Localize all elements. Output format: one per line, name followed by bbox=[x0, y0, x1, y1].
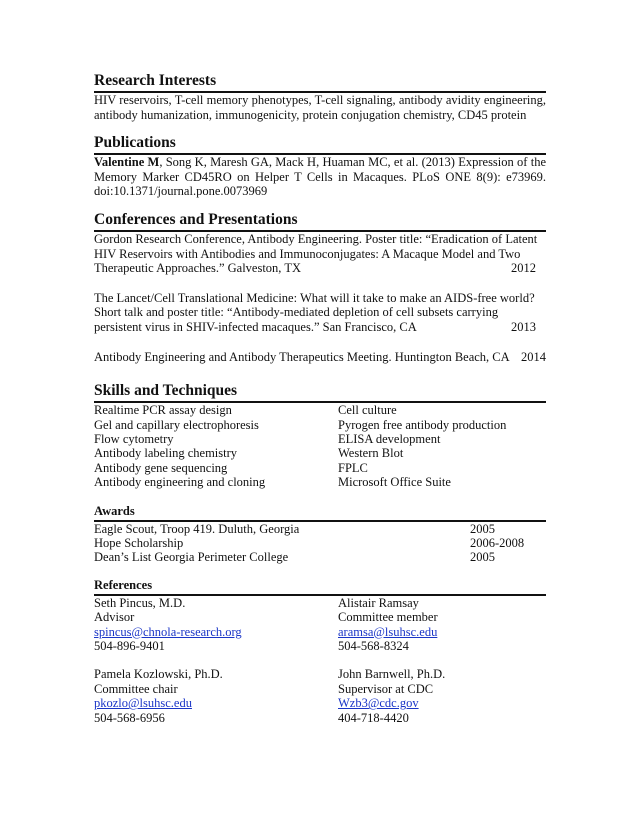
reference-phone: 504-568-6956 bbox=[94, 710, 165, 725]
references-title: References bbox=[94, 577, 153, 592]
skills-title: Skills and Techniques bbox=[94, 382, 238, 400]
reference-role: Committee member bbox=[338, 610, 438, 625]
skills-row bbox=[94, 418, 546, 432]
award-year: 2006-2008 bbox=[470, 535, 525, 550]
conference-year: 2012 bbox=[511, 261, 536, 276]
publications-section bbox=[94, 134, 546, 199]
award-year: 2005 bbox=[470, 521, 495, 536]
skills-row bbox=[94, 461, 546, 475]
conference-entry bbox=[94, 232, 546, 276]
reference-email-link[interactable]: Wzb3@cdc.gov bbox=[338, 696, 419, 711]
reference-row bbox=[94, 596, 546, 610]
reference-name: John Barnwell, Ph.D. bbox=[338, 667, 446, 682]
skills-row bbox=[94, 432, 546, 446]
skill-item: Antibody labeling chemistry bbox=[94, 446, 238, 461]
reference-row bbox=[94, 625, 546, 639]
reference-role: Committee chair bbox=[94, 681, 178, 696]
skill-item: Gel and capillary electrophoresis bbox=[94, 417, 259, 432]
reference-row bbox=[94, 667, 546, 681]
skills-row bbox=[94, 446, 546, 460]
skill-item: Antibody gene sequencing bbox=[94, 460, 228, 475]
conference-line: Gordon Research Conference, Antibody Engineering. Poster title: “Eradication of Latent bbox=[94, 231, 538, 246]
awards-title: Awards bbox=[94, 503, 135, 518]
award-name: Dean’s List Georgia Perimeter College bbox=[94, 550, 289, 565]
reference-row bbox=[94, 711, 546, 725]
award-name: Eagle Scout, Troop 419. Duluth, Georgia bbox=[94, 521, 300, 536]
skills-row bbox=[94, 475, 546, 489]
skill-item: Antibody engineering and cloning bbox=[94, 475, 266, 490]
reference-name: Seth Pincus, M.D. bbox=[94, 595, 186, 610]
conference-line: The Lancet/Cell Translational Medicine: What will it take to make an AIDS-free world? bbox=[94, 290, 535, 305]
awards-section bbox=[94, 504, 546, 565]
reference-row bbox=[94, 639, 546, 653]
skill-item: ELISA development bbox=[338, 431, 441, 446]
reference-role: Advisor bbox=[94, 610, 135, 625]
conference-last-line bbox=[94, 350, 546, 365]
award-year: 2005 bbox=[470, 550, 495, 565]
conference-last-line bbox=[94, 320, 546, 335]
conference-line: Therapeutic Approaches.” Galveston, TX bbox=[94, 261, 301, 276]
conference-entry bbox=[94, 291, 546, 335]
reference-name: Alistair Ramsay bbox=[338, 595, 419, 610]
skill-item: Cell culture bbox=[338, 403, 397, 418]
reference-row bbox=[94, 696, 546, 710]
skill-item: Microsoft Office Suite bbox=[338, 475, 451, 490]
conference-line: persistent virus in SHIV-infected macaques.” San Francisco, CA bbox=[94, 319, 417, 334]
reference-phone: 404-718-4420 bbox=[338, 710, 409, 725]
conference-line: Antibody Engineering and Antibody Therapeutics Meeting. Huntington Beach, CA bbox=[94, 349, 510, 364]
conferences-title: Conferences and Presentations bbox=[94, 210, 298, 228]
conferences-section bbox=[94, 211, 546, 364]
skill-item: Pyrogen free antibody production bbox=[338, 417, 507, 432]
conference-year: 2013 bbox=[511, 319, 536, 334]
references-section bbox=[94, 578, 546, 725]
publication-entry bbox=[94, 155, 546, 199]
skill-item: Western Blot bbox=[338, 446, 404, 461]
skills-section bbox=[94, 382, 546, 489]
publications-title: Publications bbox=[94, 134, 176, 152]
reference-phone: 504-896-9401 bbox=[94, 639, 165, 653]
skill-item: Realtime PCR assay design bbox=[94, 403, 232, 418]
award-row bbox=[94, 536, 546, 550]
skills-row bbox=[94, 403, 546, 417]
reference-row bbox=[94, 682, 546, 696]
reference-email-link[interactable]: aramsa@lsuhsc.edu bbox=[338, 624, 438, 639]
reference-role: Supervisor at CDC bbox=[338, 681, 434, 696]
research-section bbox=[94, 72, 546, 122]
research-text: HIV reservoirs, T-cell memory phenotypes, T-cell signaling, antibody avidity engineering, antibody humanization, immunogenicity, protein conjugation chemistry, CD45 protein bbox=[94, 93, 546, 122]
conference-line: HIV Reservoirs with Antibodies and Immunoconjugates: A Macaque Model and Two bbox=[94, 246, 521, 261]
publication-text: , Song K, Maresh GA, Mack H, Huaman MC, et al. (2013) Expression of the Memory Marker CD45RO on Helper T Cells in Macaques. PLoS ONE 8(9): e73969. doi:10.1371/journal.pone.0073969 bbox=[94, 155, 546, 199]
award-row bbox=[94, 522, 546, 536]
reference-row bbox=[94, 610, 546, 624]
reference-phone: 504-568-8324 bbox=[338, 639, 409, 653]
conference-entry bbox=[94, 350, 546, 365]
skill-item: FPLC bbox=[338, 460, 368, 475]
resume-page bbox=[94, 72, 546, 725]
reference-name: Pamela Kozlowski, Ph.D. bbox=[94, 667, 223, 682]
award-row bbox=[94, 550, 546, 564]
conference-last-line bbox=[94, 261, 546, 276]
conference-year: 2014 bbox=[521, 349, 546, 364]
publication-author: Valentine M bbox=[94, 155, 160, 170]
skill-item: Flow cytometry bbox=[94, 431, 174, 446]
conference-line: Short talk and poster title: “Antibody-mediated depletion of cell subsets carrying bbox=[94, 305, 499, 320]
research-title: Research Interests bbox=[94, 72, 217, 89]
award-name: Hope Scholarship bbox=[94, 535, 184, 550]
reference-email-link[interactable]: spincus@chnola-research.org bbox=[94, 624, 242, 639]
reference-email-link[interactable]: pkozlo@lsuhsc.edu bbox=[94, 696, 192, 711]
